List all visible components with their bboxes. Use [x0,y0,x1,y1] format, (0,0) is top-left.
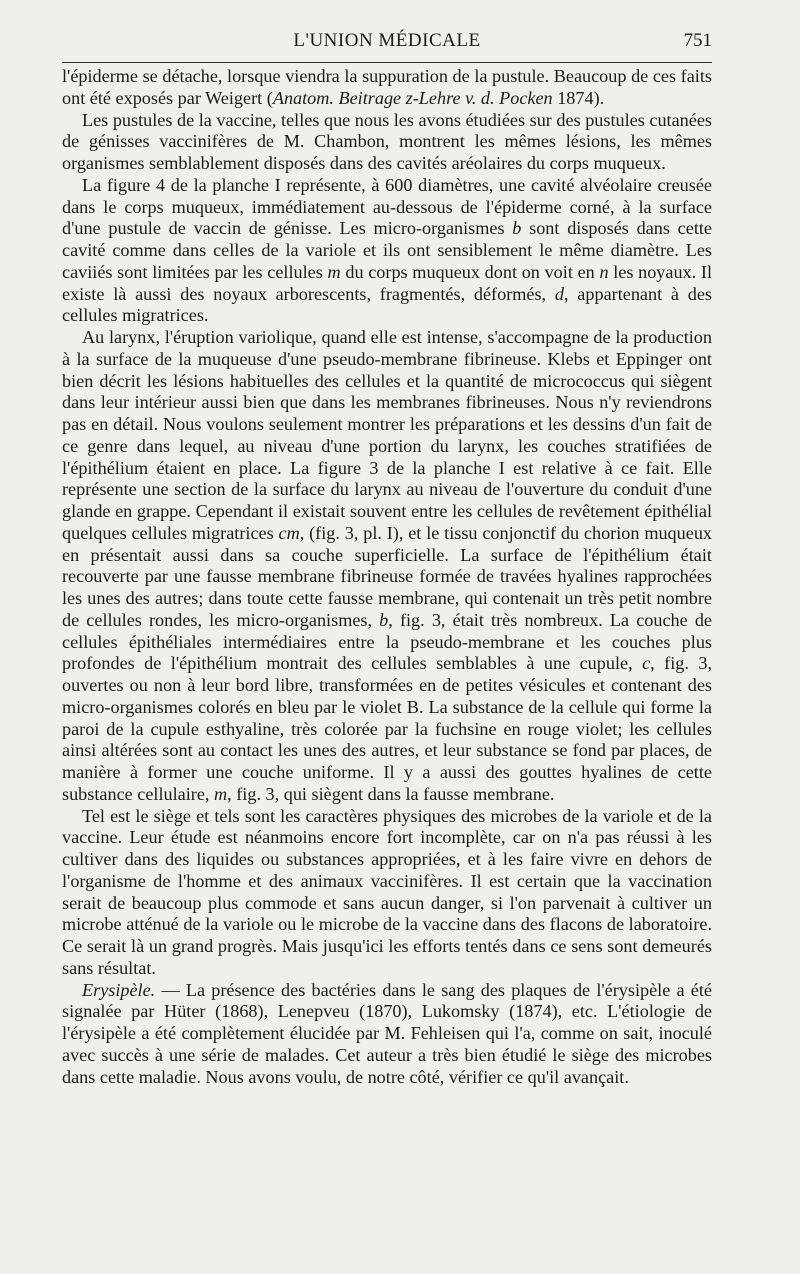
text-run: Au larynx, l'éruption variolique, quand elle est intense, s'accompagne de la production à la surface de la muqueuse d'une pseudo-membrane fibrineuse. Klebs et Eppinger ont bien décrit les lésions habituelles des cellules et la quantité de micrococcus qui siègent dans leur intérieur aussi bien que dans les membranes fibrineuses. Nous n'y reviendrons pas en détail. Nous voulons seulement montrer les préparations et les dessins d'un fait de ce genre dans lequel, au niveau d'une portion du larynx, les couches stratifiées de l'épithélium étaient en place. La figure 3 de la planche I est relative à ce fait. Elle représente une section de la surface du larynx au niveau de l'ouverture du conduit d'une glande en grappe. Cependant il existait souvent entre les cellules de revêtement épithélial quelques cellules migratrices [62,327,712,543]
text-run: les noyaux. Il existe là aussi des noyaux arborescents, fragmentés, déformés, [62,261,713,304]
paragraph [62,66,712,110]
paragraph [62,806,712,980]
article-body [62,66,712,1088]
italic-run: d [554,283,564,304]
text-run: 1874). [552,87,605,108]
text-run: — La présence des bactéries dans le sang des plaques de l'érysipèle a été signalée par Hüter (1868), Lenepveu (1870), Lukomsky (1874), etc. L'étiologie de l'érysipèle a été complètement élucidée par M. Fehleisen qui l'a, comme on sait, inoculé avec succès à une série de malades. Cet auteur a très bien étudié le siège des microbes dans cette maladie. Nous avons voulu, de notre côté, vérifier ce qu'il avançait. [62,979,712,1087]
text-run: l'épiderme se détache, lorsque viendra la suppuration de la pustule. Beaucoup de ces faits ont été exposés par Weigert ( [62,66,712,108]
paragraph [62,110,712,175]
text-run: du corps muqueux dont on voit en [340,261,600,282]
text-run: , (fig. 3, pl. I), et le tissu conjonctif du chorion muqueux en présentait aussi dans sa couche superficielle. La surface de l'épithélium était recouverte par une fausse membrane fibrineuse formée de travées hyalines rapprochées les unes des autres; dans toute cette fausse membrane, qui contenait un très petit nombre de cellules rondes, les micro-organismes, [62,522,713,630]
page-number: 751 [683,30,712,51]
paragraph [62,175,712,327]
italic-run: b [379,609,389,630]
italic-run: b [512,218,522,239]
italic-run: n [599,261,609,282]
text-run: , fig. 3, ouvertes ou non à leur bord libre, transformées en de petites vésicules et contenant des micro-organismes colorés en bleu par le violet B. La substance de la cellule qui forme la paroi de la cupule esthyaline, très colorée par la fuchsine en rouge violet; les cellules ainsi altérées sont au contact les unes des autres, et leur substance se fond par places, de manière à former une couche uniforme. Il y a aussi des gouttes hyalines de cette substance cellulaire, [62,653,712,804]
italic-run: Anatom. Beitrage z-Lehre v. d. Pocken [272,87,553,108]
italic-run: m [327,261,341,282]
text-run: Tel est le siège et tels sont les caractères physiques des microbes de la variole et de la vaccine. Leur étude est néanmoins encore fort incomplète, car on n'a pas réussi à les cultiver dans des liquides ou substances appropriées, et à les faire vivre en dehors de l'organisme de l'homme et des animaux vaccinifères. Il est certain que la vaccination serait de beaucoup plus commode et sans aucun danger, si l'on parvenait à cultiver un microbe atténué de la variole ou le microbe de la vaccine dans des flacons de laboratoire. Ce serait là un grand progrès. Mais jusqu'ici les efforts tentés dans ce sens sont demeurés sans résultat. [62,805,712,978]
text-run: , appartenant à des cellules migratrices. [62,283,712,326]
text-run: , fig. 3, était très nombreux. La couche de cellules épithéliales intermédiaires entre la pseudo-membrane et les couches plus profondes de l'épithélium montrait des cellules semblables à une cupule, [62,609,712,674]
italic-run: c [642,653,651,674]
journal-title: L'UNION MÉDICALE [293,30,481,51]
text-run: sont disposés dans cette cavité comme dans celles de la variole et ils ont sensiblement le même diamètre. Les caviiés sont limitées par les cellules [62,218,713,282]
text-run: Les pustules de la vaccine, telles que nous les avons étudiées sur des pustules cutanées de génisses vaccinifères de M. Chambon, montrent les mêmes lésions, les mêmes organismes semblablement disposés dans des cavités aréolaires du corps muqueux. [62,109,712,173]
text-run: La figure 4 de la planche I représente, à 600 diamètres, une cavité alvéolaire creusée dans le corps muqueux, immédiatement au-dessous de l'épiderme corné, à la surface d'une pustule de vaccin de génisse. Les micro-organismes [62,174,712,239]
italic-run: cm [278,522,300,543]
paragraph [62,980,712,1089]
italic-run: m [214,783,228,804]
italic-run: Erysipèle. [82,979,156,1000]
header-rule [62,62,712,63]
running-head [62,28,712,58]
paragraph [62,327,712,806]
text-run: , fig. 3, qui siègent dans la fausse membrane. [227,783,555,804]
